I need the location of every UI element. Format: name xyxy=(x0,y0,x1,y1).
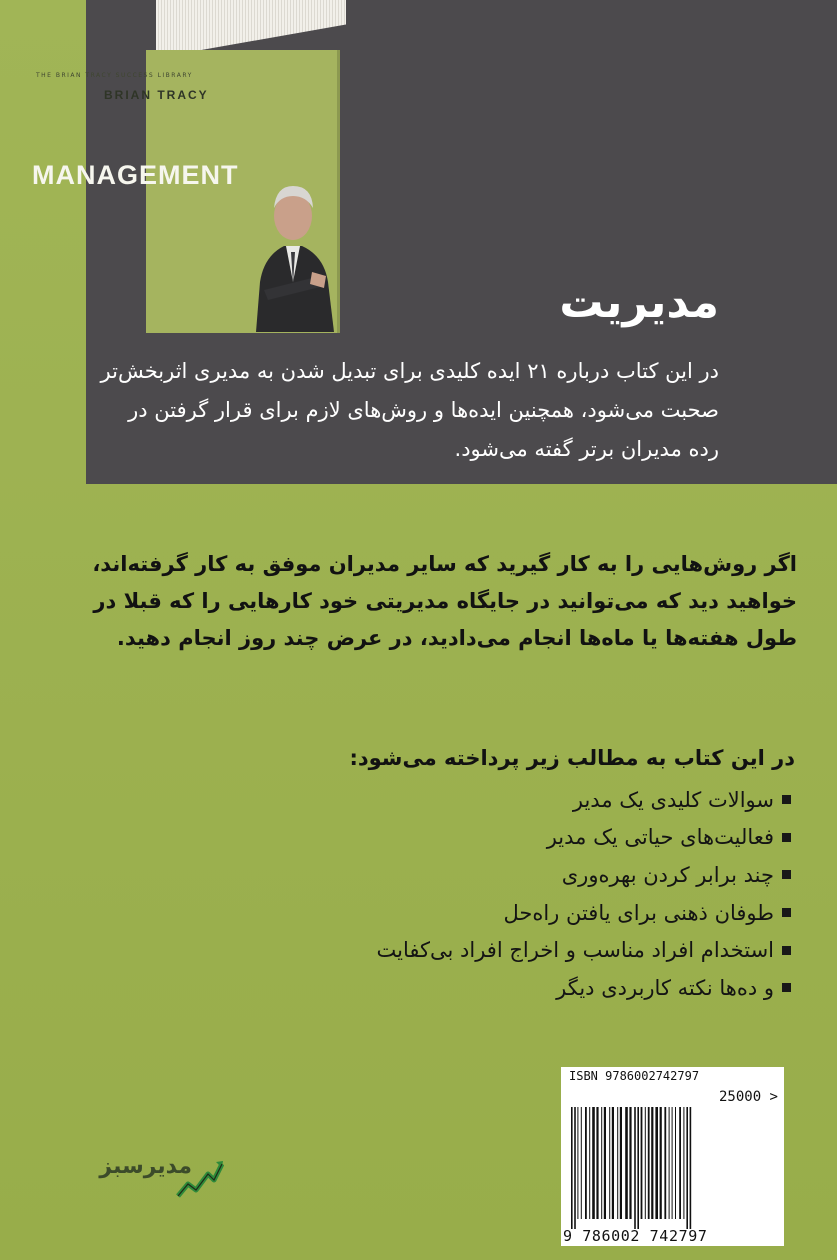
barcode-bar xyxy=(679,1107,681,1219)
barcode-bars xyxy=(569,1107,729,1229)
barcode-bar xyxy=(620,1107,622,1219)
growth-chart-icon xyxy=(176,1158,224,1198)
barcode-bar xyxy=(686,1107,688,1229)
intro-text: در این کتاب درباره ۲۱ ایده کلیدی برای تبدیل شدن به مدیری اثربخش‌تر صحبت می‌شود، همچنین ایده‌ها و روش‌های لازم برای قرار گرفتن در رده مدیران برتر گفته می‌شود. xyxy=(100,359,719,461)
barcode-digits: 9 786002 742797 xyxy=(563,1227,708,1245)
book-title-text: MANAGEMENT xyxy=(32,160,239,190)
author-photo xyxy=(250,172,336,332)
barcode-bar xyxy=(612,1107,614,1219)
barcode-bar xyxy=(592,1107,595,1219)
barcode-bar xyxy=(625,1107,628,1219)
topic-text: استخدام افراد مناسب و اخراج افراد بی‌کفایت xyxy=(376,938,774,963)
barcode-bar xyxy=(617,1107,618,1219)
barcode-bar xyxy=(660,1107,662,1219)
bullet-icon xyxy=(782,833,791,842)
barcode-bar xyxy=(664,1107,666,1219)
topic-text: طوفان ذهنی برای یافتن راه‌حل xyxy=(503,900,774,925)
book-title-persian: مدیریت xyxy=(559,277,719,328)
barcode-bar xyxy=(589,1107,590,1219)
price-text: 25000 > xyxy=(718,1089,778,1105)
topics-heading: در این کتاب به مطالب زیر پرداخته می‌شود: xyxy=(349,746,795,770)
bullet-icon xyxy=(782,870,791,879)
barcode-bar xyxy=(675,1107,676,1219)
list-item xyxy=(151,894,791,932)
barcode-bar xyxy=(629,1107,631,1219)
barcode-bar xyxy=(637,1107,639,1229)
bullet-icon xyxy=(782,946,791,955)
list-item xyxy=(151,781,791,819)
barcode-bar xyxy=(609,1107,610,1219)
barcode-bar xyxy=(641,1107,643,1219)
barcode-bar xyxy=(604,1107,606,1219)
book-series-text: THE BRIAN TRACY SUCCESS LIBRARY xyxy=(36,72,193,79)
bullet-icon xyxy=(782,795,791,804)
barcode-bar xyxy=(634,1107,636,1229)
barcode-label xyxy=(561,1067,784,1246)
publisher-name: مدیرسبز xyxy=(99,1154,192,1179)
topic-text: چند برابر کردن بهره‌وری xyxy=(561,862,774,887)
barcode-bar xyxy=(690,1107,692,1229)
list-item xyxy=(151,931,791,969)
list-item xyxy=(151,969,791,1007)
barcode-bar xyxy=(581,1107,582,1219)
list-item xyxy=(151,856,791,894)
topic-text: سوالات کلیدی یک مدیر xyxy=(572,787,774,812)
topic-text: و ده‌ها نکته کاربردی دیگر xyxy=(556,975,774,1000)
barcode-bar xyxy=(577,1107,578,1219)
bullet-icon xyxy=(782,908,791,917)
isbn-text: ISBN 9786002742797 xyxy=(569,1069,700,1083)
topic-text: فعالیت‌های حیاتی یک مدیر xyxy=(546,825,774,850)
list-item xyxy=(151,819,791,857)
barcode-bar xyxy=(669,1107,670,1219)
barcode-bar xyxy=(585,1107,587,1219)
barcode-bar xyxy=(651,1107,653,1219)
description-paragraph: اگر روش‌هایی را به کار گیرید که سایر مدیران موفق به کار گرفته‌اند، خواهید دید که می‌توانید در جایگاه مدیریتی خود کارهایی را که قبلا در طول هفته‌ها یا ماه‌ها انجام می‌دادید، در عرض چند روز انجام دهید. xyxy=(92,552,797,650)
barcode-bar xyxy=(571,1107,573,1229)
barcode-bar xyxy=(655,1107,658,1219)
topics-list xyxy=(151,781,791,1007)
barcode-bar xyxy=(601,1107,602,1219)
barcode-bar xyxy=(596,1107,598,1219)
barcode-bar xyxy=(645,1107,646,1219)
bullet-icon xyxy=(782,983,791,992)
book-author-text: BRIAN TRACY xyxy=(104,88,209,102)
barcode-bar xyxy=(683,1107,684,1219)
publisher-logo xyxy=(84,1154,224,1198)
barcode-bar xyxy=(672,1107,673,1219)
barcode-bar xyxy=(648,1107,650,1219)
barcode-bar xyxy=(574,1107,576,1229)
